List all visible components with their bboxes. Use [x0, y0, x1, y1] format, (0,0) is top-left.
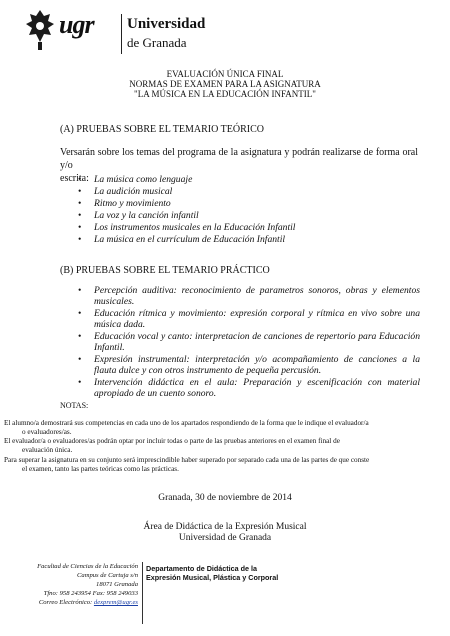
crest-icon: [24, 8, 56, 52]
footer-email-row: [4, 598, 138, 607]
list-item: • La música en el currículum de Educación Infantil: [72, 234, 412, 246]
notes-label: NOTAS:: [60, 401, 89, 410]
signature-line-2: Universidad de Granada: [178, 533, 272, 543]
note-1-line-2: o evaluadores/as.: [22, 428, 72, 436]
theory-topic-list: [72, 174, 412, 246]
list-item: • Ritmo y movimiento: [72, 198, 412, 210]
document-title: [0, 69, 450, 99]
note-2-line-1: El evaluador/a o evaluadores/as podrán optar por incluir todas o parte de las pruebas anteriores en el examen final de: [4, 437, 340, 445]
note-2: [4, 437, 444, 455]
practice-test-list: [72, 285, 420, 400]
section-a-intro-line-1: Versarán sobre los temas del programa de la asignatura y podrán realizarse de forma oral y/o: [60, 147, 418, 171]
note-3: [4, 456, 444, 474]
list-item: • Educación vocal y canto: interpretacion de canciones de repertorio para Educación Infantil.: [72, 331, 420, 353]
list-item: • La audición musical: [72, 186, 412, 198]
footer-department: [146, 564, 278, 582]
footer-divider: [142, 562, 143, 624]
section-b-heading: (B) PRUEBAS SOBRE EL TEMARIO PRÁCTICO: [60, 265, 270, 276]
list-item: • Los instrumentos musicales en la Educación Infantil: [72, 222, 412, 234]
university-logo: [24, 8, 206, 58]
footer-postcode: 18071 Granada: [96, 581, 138, 588]
footer-department-line-1: Departamento de Didáctica de la: [146, 564, 258, 573]
title-line-2: NORMAS DE EXAMEN PARA LA ASIGNATURA: [129, 79, 321, 89]
signature-line-1: Área de Didáctica de la Expresión Musical: [143, 522, 307, 532]
list-item: • Intervención didáctica en el aula: Preparación y escenificación con material apropiado de un cuento sonoro.: [72, 377, 420, 399]
list-item: • Educación rítmica y movimiento: expresión corporal y rítmica en vivo sobre una música dada.: [72, 308, 420, 330]
footer-email-label: Correo Electrónico:: [38, 599, 93, 606]
footer-campus: Campus de Cartuja s/n: [77, 572, 138, 579]
note-1: [4, 419, 444, 437]
signature-block: [0, 522, 450, 544]
university-city: de Granada: [127, 35, 187, 50]
list-item: • Percepción auditiva: reconocimiento de parametros sonoros, obras y elementos musicales.: [72, 285, 420, 307]
list-item: • Expresión instrumental: interpretación y/o acompañamiento de canciones a la flauta dulce y con otros instrumento de pequeña percusión.: [72, 354, 420, 376]
footer-address: [4, 562, 138, 607]
university-name: Universidad: [127, 16, 206, 32]
logo-mark: ugr: [59, 10, 94, 39]
footer-email-link[interactable]: dexprem@ugr.es: [93, 599, 138, 606]
section-a-heading: (A) PRUEBAS SOBRE EL TEMARIO TEÓRICO: [60, 124, 264, 135]
title-line-3: "LA MÚSICA EN LA EDUCACIÓN INFANTIL": [134, 89, 316, 99]
footer-faculty: Facultad de Ciencias de la Educación: [37, 563, 138, 570]
section-a-intro-line-2: escrita:: [60, 173, 89, 184]
footer-phone: Tfno: 958 243954 Fax: 958 249033: [43, 590, 138, 597]
note-3-line-2: el examen, tanto las partes teóricas como las prácticas.: [22, 465, 179, 473]
list-item: • La voz y la canción infantil: [72, 210, 412, 222]
note-3-line-1: Para superar la asignatura en su conjunto será imprescindible haber superado por separado cada una de las partes de que conste: [4, 456, 370, 464]
list-item: • La música como lenguaje: [72, 174, 412, 186]
note-1-line-1: El alumno/a demostrará sus competencias en cada uno de los apartados respondiendo de la forma que le indique el evaluador/a: [4, 419, 369, 427]
document-date: Granada, 30 de noviembre de 2014: [158, 493, 292, 503]
note-2-line-2: evaluación única.: [22, 446, 73, 454]
footer-department-line-2: Expresión Musical, Plástica y Corporal: [146, 573, 279, 582]
logo-divider: [121, 14, 122, 54]
title-line-1: EVALUACIÓN ÚNICA FINAL: [166, 69, 284, 79]
